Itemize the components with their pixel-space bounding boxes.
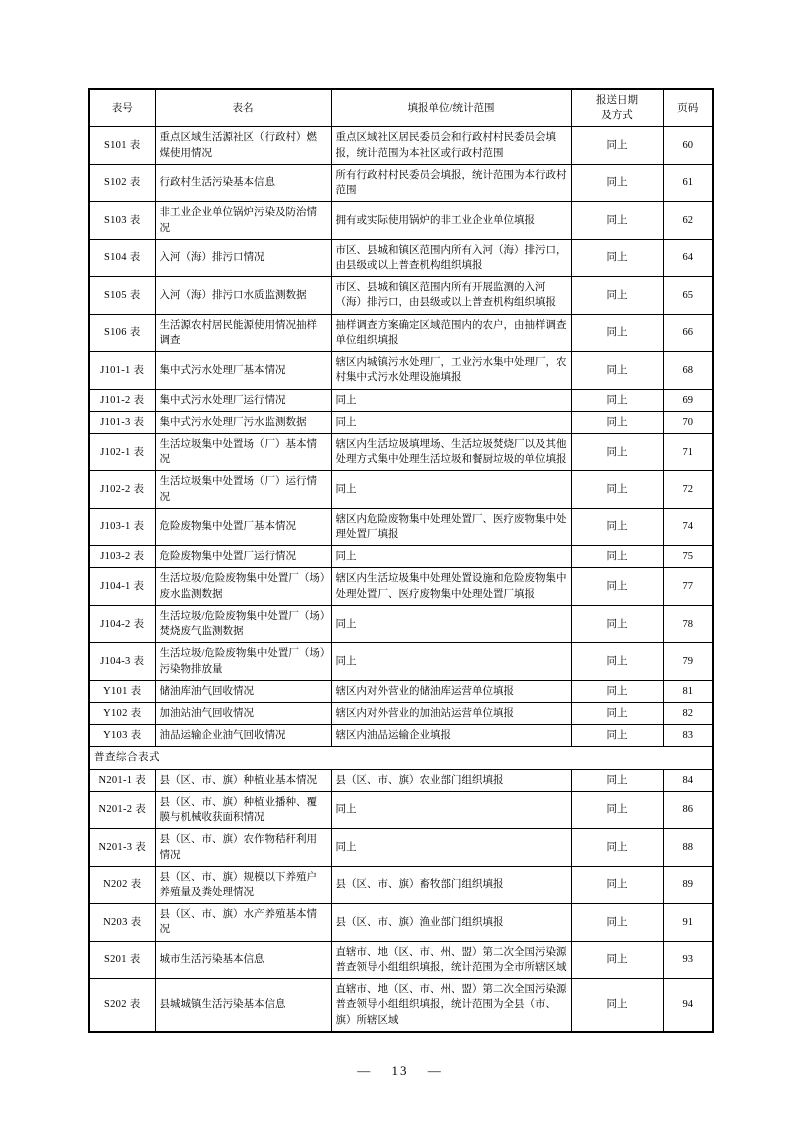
cell-unit: 同上 [331, 471, 571, 508]
column-header-page: 页码 [663, 89, 713, 127]
column-header-date-line2: 及方式 [601, 110, 633, 122]
table-section-row [89, 747, 713, 769]
cell-name: 生活垃圾/危险废物集中处置厂（场）废水监测数据 [155, 568, 331, 605]
footer-dash-left: — [357, 1063, 373, 1078]
table-row [89, 127, 713, 164]
cell-date: 同上 [571, 829, 663, 866]
cell-code: S201 表 [89, 941, 155, 978]
cell-unit: 同上 [331, 791, 571, 828]
cell-date: 同上 [571, 471, 663, 508]
cell-date: 同上 [571, 979, 663, 1032]
table-row [89, 433, 713, 470]
cell-name: 集中式污水处理厂基本情况 [155, 352, 331, 389]
table-row [89, 680, 713, 702]
section-label: 普查综合表式 [89, 747, 713, 769]
cell-unit: 辖区内城镇污水处理厂，工业污水集中处理厂，农村集中式污水处理设施填报 [331, 352, 571, 389]
cell-name: 生活垃圾/危险废物集中处置厂（场）污染物排放量 [155, 643, 331, 680]
cell-unit: 县（区、市、旗）畜牧部门组织填报 [331, 866, 571, 903]
cell-page: 91 [663, 904, 713, 941]
cell-name: 非工业企业单位锅炉污染及防治情况 [155, 202, 331, 239]
cell-page: 77 [663, 568, 713, 605]
table-of-contents [88, 88, 714, 1033]
cell-name: 入河（海）排污口水质监测数据 [155, 277, 331, 314]
cell-date: 同上 [571, 904, 663, 941]
cell-code: S105 表 [89, 277, 155, 314]
cell-name: 县（区、市、旗）水产养殖基本情况 [155, 904, 331, 941]
cell-page: 79 [663, 643, 713, 680]
table-row [89, 352, 713, 389]
cell-code: S104 表 [89, 239, 155, 276]
table-row [89, 389, 713, 411]
cell-page: 89 [663, 866, 713, 903]
cell-date: 同上 [571, 703, 663, 725]
cell-date: 同上 [571, 508, 663, 545]
cell-name: 县（区、市、旗）农作物秸秆利用情况 [155, 829, 331, 866]
cell-date: 同上 [571, 769, 663, 791]
cell-page: 94 [663, 979, 713, 1032]
table-row [89, 904, 713, 941]
cell-name: 县（区、市、旗）种植业播种、覆膜与机械收获面积情况 [155, 791, 331, 828]
table-row [89, 725, 713, 747]
cell-unit: 县（区、市、旗）农业部门组织填报 [331, 769, 571, 791]
cell-date: 同上 [571, 643, 663, 680]
cell-code: N201-1 表 [89, 769, 155, 791]
table-row [89, 508, 713, 545]
cell-code: N203 表 [89, 904, 155, 941]
cell-code: S101 表 [89, 127, 155, 164]
cell-code: S102 表 [89, 164, 155, 201]
cell-date: 同上 [571, 605, 663, 642]
cell-code: N201-2 表 [89, 791, 155, 828]
page-footer [0, 1063, 800, 1079]
cell-unit: 辖区内对外营业的储油库运营单位填报 [331, 680, 571, 702]
column-header-code: 表号 [89, 89, 155, 127]
cell-code: J102-1 表 [89, 433, 155, 470]
cell-name: 重点区域生活源社区（行政村）燃煤使用情况 [155, 127, 331, 164]
cell-unit: 市区、县城和镇区范围内所有开展监测的入河（海）排污口，由县级或以上普查机构组织填报 [331, 277, 571, 314]
cell-unit: 同上 [331, 643, 571, 680]
table-row [89, 941, 713, 978]
cell-date: 同上 [571, 164, 663, 201]
cell-name: 集中式污水处理厂运行情况 [155, 389, 331, 411]
cell-page: 93 [663, 941, 713, 978]
cell-code: J102-2 表 [89, 471, 155, 508]
cell-page: 65 [663, 277, 713, 314]
cell-code: J104-3 表 [89, 643, 155, 680]
cell-code: S103 表 [89, 202, 155, 239]
cell-unit: 同上 [331, 389, 571, 411]
cell-code: J104-1 表 [89, 568, 155, 605]
table-header [89, 89, 713, 127]
cell-date: 同上 [571, 239, 663, 276]
cell-code: J101-2 表 [89, 389, 155, 411]
cell-page: 71 [663, 433, 713, 470]
cell-unit: 直辖市、地（区、市、州、盟）第二次全国污染源普查领导小组组织填报，统计范围为全市所辖区域 [331, 941, 571, 978]
table-row [89, 979, 713, 1032]
cell-name: 县城城镇生活污染基本信息 [155, 979, 331, 1032]
cell-page: 61 [663, 164, 713, 201]
column-header-unit: 填报单位/统计范围 [331, 89, 571, 127]
table-row [89, 866, 713, 903]
cell-date: 同上 [571, 680, 663, 702]
cell-code: J103-2 表 [89, 546, 155, 568]
table-row [89, 605, 713, 642]
cell-date: 同上 [571, 725, 663, 747]
cell-name: 生活源农村居民能源使用情况抽样调查 [155, 314, 331, 351]
cell-date: 同上 [571, 352, 663, 389]
table-row [89, 314, 713, 351]
cell-date: 同上 [571, 433, 663, 470]
table-row [89, 769, 713, 791]
cell-page: 81 [663, 680, 713, 702]
cell-unit: 所有行政村村民委员会填报，统计范围为本行政村范围 [331, 164, 571, 201]
cell-page: 82 [663, 703, 713, 725]
cell-name: 入河（海）排污口情况 [155, 239, 331, 276]
table-body [89, 127, 713, 1032]
cell-name: 县（区、市、旗）种植业基本情况 [155, 769, 331, 791]
cell-date: 同上 [571, 389, 663, 411]
table-row [89, 546, 713, 568]
table-header-row [89, 89, 713, 127]
cell-unit: 同上 [331, 829, 571, 866]
cell-unit: 辖区内生活垃圾集中处理处置设施和危险废物集中处理处置厂、医疗废物集中处理处置厂填报 [331, 568, 571, 605]
cell-date: 同上 [571, 127, 663, 164]
table-row [89, 277, 713, 314]
cell-page: 88 [663, 829, 713, 866]
table-row [89, 829, 713, 866]
table-row [89, 703, 713, 725]
cell-code: J103-1 表 [89, 508, 155, 545]
table-row [89, 791, 713, 828]
cell-unit: 辖区内油品运输企业填报 [331, 725, 571, 747]
cell-unit: 辖区内危险废物集中处理处置厂、医疗废物集中处理处置厂填报 [331, 508, 571, 545]
cell-name: 危险废物集中处置厂运行情况 [155, 546, 331, 568]
cell-code: J104-2 表 [89, 605, 155, 642]
cell-date: 同上 [571, 202, 663, 239]
cell-name: 生活垃圾/危险废物集中处置厂（场）焚烧废气监测数据 [155, 605, 331, 642]
cell-name: 行政村生活污染基本信息 [155, 164, 331, 201]
column-header-name: 表名 [155, 89, 331, 127]
cell-name: 生活垃圾集中处置场（厂）基本情况 [155, 433, 331, 470]
cell-date: 同上 [571, 314, 663, 351]
cell-name: 储油库油气回收情况 [155, 680, 331, 702]
cell-code: J101-1 表 [89, 352, 155, 389]
column-header-date [571, 89, 663, 127]
cell-code: S202 表 [89, 979, 155, 1032]
cell-unit: 同上 [331, 546, 571, 568]
cell-unit: 同上 [331, 411, 571, 433]
cell-code: N202 表 [89, 866, 155, 903]
cell-page: 72 [663, 471, 713, 508]
cell-unit: 直辖市、地（区、市、州、盟）第二次全国污染源普查领导小组组织填报，统计范围为全县（市、旗）所辖区域 [331, 979, 571, 1032]
cell-page: 70 [663, 411, 713, 433]
table-row [89, 568, 713, 605]
table-row [89, 239, 713, 276]
table-row [89, 471, 713, 508]
cell-code: S106 表 [89, 314, 155, 351]
cell-code: J101-3 表 [89, 411, 155, 433]
cell-unit: 抽样调查方案确定区域范围内的农户，由抽样调查单位组织填报 [331, 314, 571, 351]
cell-unit: 辖区内生活垃圾填埋场、生活垃圾焚烧厂以及其他处理方式集中处理生活垃圾和餐厨垃圾的单位填报 [331, 433, 571, 470]
table-row [89, 164, 713, 201]
cell-name: 城市生活污染基本信息 [155, 941, 331, 978]
table-row [89, 202, 713, 239]
cell-date: 同上 [571, 568, 663, 605]
cell-code: Y103 表 [89, 725, 155, 747]
cell-page: 83 [663, 725, 713, 747]
cell-unit: 同上 [331, 605, 571, 642]
cell-name: 集中式污水处理厂污水监测数据 [155, 411, 331, 433]
cell-page: 69 [663, 389, 713, 411]
cell-unit: 市区、县城和镇区范围内所有入河（海）排污口，由县级或以上普查机构组织填报 [331, 239, 571, 276]
footer-dash-right: — [427, 1063, 443, 1078]
cell-page: 60 [663, 127, 713, 164]
cell-page: 68 [663, 352, 713, 389]
cell-page: 86 [663, 791, 713, 828]
cell-page: 66 [663, 314, 713, 351]
cell-unit: 县（区、市、旗）渔业部门组织填报 [331, 904, 571, 941]
cell-name: 生活垃圾集中处置场（厂）运行情况 [155, 471, 331, 508]
cell-page: 84 [663, 769, 713, 791]
cell-page: 75 [663, 546, 713, 568]
cell-page: 78 [663, 605, 713, 642]
cell-page: 62 [663, 202, 713, 239]
cell-name: 县（区、市、旗）规模以下养殖户养殖量及粪处理情况 [155, 866, 331, 903]
cell-date: 同上 [571, 941, 663, 978]
cell-page: 74 [663, 508, 713, 545]
cell-name: 危险废物集中处置厂基本情况 [155, 508, 331, 545]
cell-date: 同上 [571, 546, 663, 568]
cell-code: Y102 表 [89, 703, 155, 725]
column-header-date-line1: 报送日期 [596, 95, 638, 106]
cell-unit: 重点区域社区居民委员会和行政村村民委员会填报，统计范围为本社区或行政村范围 [331, 127, 571, 164]
cell-date: 同上 [571, 411, 663, 433]
cell-date: 同上 [571, 791, 663, 828]
table-row [89, 411, 713, 433]
cell-unit: 辖区内对外营业的加油站运营单位填报 [331, 703, 571, 725]
cell-date: 同上 [571, 866, 663, 903]
cell-page: 64 [663, 239, 713, 276]
table-row [89, 643, 713, 680]
footer-page-number: 13 [391, 1063, 409, 1078]
cell-code: N201-3 表 [89, 829, 155, 866]
cell-code: Y101 表 [89, 680, 155, 702]
cell-date: 同上 [571, 277, 663, 314]
cell-name: 油品运输企业油气回收情况 [155, 725, 331, 747]
cell-name: 加油站油气回收情况 [155, 703, 331, 725]
cell-unit: 拥有或实际使用锅炉的非工业企业单位填报 [331, 202, 571, 239]
